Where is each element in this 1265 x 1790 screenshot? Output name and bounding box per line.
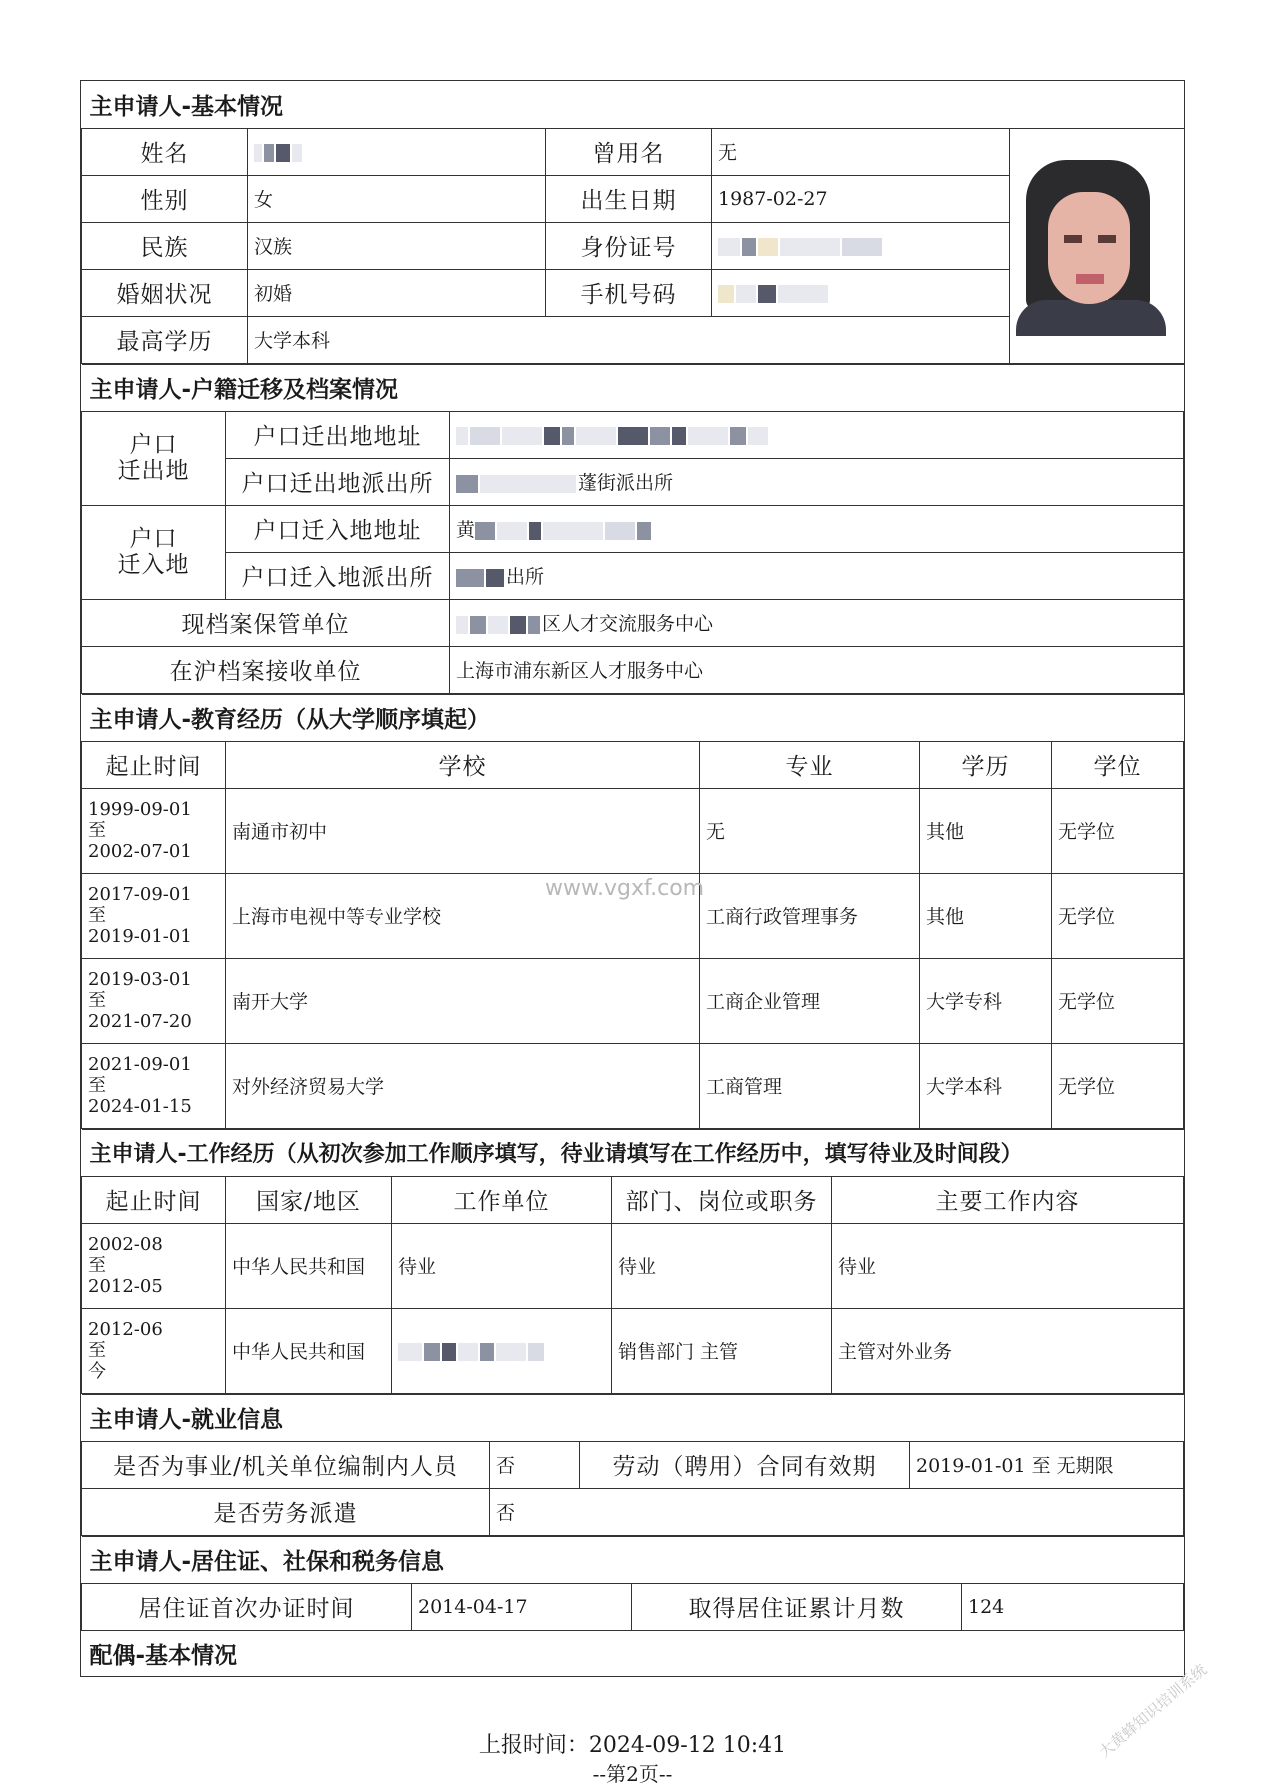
ethnicity-label: 民族 xyxy=(82,222,248,269)
phone-value-redacted xyxy=(712,269,1010,316)
hukou-in-group-label: 户口 迁入地 xyxy=(82,505,226,599)
hukou-in-address-value: 黄 xyxy=(450,505,1184,552)
work-period: 2012-06 至 今 xyxy=(82,1308,226,1393)
phone-label: 手机号码 xyxy=(546,269,712,316)
edu-level: 大学本科 xyxy=(920,1043,1052,1128)
work-dept: 待业 xyxy=(612,1223,832,1308)
work-content: 待业 xyxy=(832,1223,1184,1308)
work-header-employer: 工作单位 xyxy=(392,1176,612,1223)
gender-value: 女 xyxy=(248,175,546,222)
work-period: 2002-08 至 2012-05 xyxy=(82,1223,226,1308)
sh-archive-value: 上海市浦东新区人才服务中心 xyxy=(450,646,1184,693)
marital-label: 婚姻状况 xyxy=(82,269,248,316)
birth-label: 出生日期 xyxy=(546,175,712,222)
former-name-label: 曾用名 xyxy=(546,128,712,175)
work-table xyxy=(81,1129,1184,1394)
education-value: 大学本科 xyxy=(248,316,1010,363)
name-value xyxy=(248,128,546,175)
table-row xyxy=(82,1223,1184,1308)
edu-school: 南通市初中 xyxy=(226,788,700,873)
section-title-spouse: 配偶-基本情况 xyxy=(89,1642,238,1669)
staff-label: 是否为事业/机关单位编制内人员 xyxy=(82,1441,490,1488)
id-value-redacted xyxy=(712,222,1010,269)
staff-value: 否 xyxy=(490,1441,580,1488)
table-row xyxy=(82,958,1184,1043)
hukou-in-address-label: 户口迁入地地址 xyxy=(226,505,450,552)
edu-header-degree: 学位 xyxy=(1052,741,1184,788)
archive-label: 现档案保管单位 xyxy=(82,599,450,646)
edu-header-major: 专业 xyxy=(700,741,920,788)
edu-major: 工商管理 xyxy=(700,1043,920,1128)
work-country: 中华人民共和国 xyxy=(226,1223,392,1308)
edu-degree: 无学位 xyxy=(1052,788,1184,873)
sh-archive-label: 在沪档案接收单位 xyxy=(82,646,450,693)
id-label: 身份证号 xyxy=(546,222,712,269)
edu-header-school: 学校 xyxy=(226,741,700,788)
dispatch-label: 是否劳务派遣 xyxy=(82,1488,490,1535)
archive-value: 区人才交流服务中心 xyxy=(450,599,1184,646)
residence-table xyxy=(81,1536,1184,1677)
applicant-photo xyxy=(1012,140,1172,336)
edu-header-level: 学历 xyxy=(920,741,1052,788)
hukou-in-police-value: 出所 xyxy=(450,552,1184,599)
work-header-period: 起止时间 xyxy=(82,1176,226,1223)
edu-degree: 无学位 xyxy=(1052,958,1184,1043)
section-title-hukou: 主申请人-户籍迁移及档案情况 xyxy=(82,364,1184,411)
birth-value: 1987-02-27 xyxy=(712,175,1010,222)
edu-level: 其他 xyxy=(920,788,1052,873)
section-title-employment: 主申请人-就业信息 xyxy=(82,1394,1184,1441)
corner-watermark: 大黄蜂知识培训系统 xyxy=(1095,1660,1211,1762)
section-title-residence: 主申请人-居住证、社保和税务信息 xyxy=(82,1536,1184,1583)
hukou-out-police-value: 蓬街派出所 xyxy=(450,458,1184,505)
work-header-content: 主要工作内容 xyxy=(832,1176,1184,1223)
work-dept: 销售部门 主管 xyxy=(612,1308,832,1393)
work-header-dept: 部门、岗位或职务 xyxy=(612,1176,832,1223)
page-number: --第2页-- xyxy=(592,1762,673,1786)
hukou-out-address-redacted xyxy=(450,411,1184,458)
edu-period: 2021-09-01 至 2024-01-15 xyxy=(82,1043,226,1128)
edu-school: 南开大学 xyxy=(226,958,700,1043)
edu-degree: 无学位 xyxy=(1052,1043,1184,1128)
residence-months-value: 124 xyxy=(962,1583,1184,1630)
work-header-country: 国家/地区 xyxy=(226,1176,392,1223)
table-row xyxy=(82,1043,1184,1128)
edu-major: 工商行政管理事务 xyxy=(700,873,920,958)
residence-first-value: 2014-04-17 xyxy=(412,1583,632,1630)
table-row xyxy=(82,1308,1184,1393)
edu-period: 2017-09-01 至 2019-01-01 xyxy=(82,873,226,958)
hukou-table xyxy=(81,364,1184,694)
contract-label: 劳动（聘用）合同有效期 xyxy=(580,1441,910,1488)
hukou-out-police-label: 户口迁出地派出所 xyxy=(226,458,450,505)
watermark-text: www.vgxf.com xyxy=(545,876,705,901)
edu-level: 其他 xyxy=(920,873,1052,958)
hukou-out-address-label: 户口迁出地地址 xyxy=(226,411,450,458)
ethnicity-value: 汉族 xyxy=(248,222,546,269)
table-row xyxy=(82,788,1184,873)
gender-label: 性别 xyxy=(82,175,248,222)
work-employer-redacted xyxy=(392,1308,612,1393)
education-label: 最高学历 xyxy=(82,316,248,363)
education-table xyxy=(81,694,1184,1129)
report-time: 上报时间：2024-09-12 10:41 xyxy=(478,1733,787,1758)
edu-level: 大学专科 xyxy=(920,958,1052,1043)
edu-degree: 无学位 xyxy=(1052,873,1184,958)
section-title-basic: 主申请人-基本情况 xyxy=(82,81,1184,128)
section-title-work: 主申请人-工作经历（从初次参加工作顺序填写，待业请填写在工作经历中，填写待业及时间段） xyxy=(82,1129,1184,1176)
residence-months-label: 取得居住证累计月数 xyxy=(632,1583,962,1630)
edu-major: 无 xyxy=(700,788,920,873)
section-title-education: 主申请人-教育经历（从大学顺序填起） xyxy=(82,694,1184,741)
edu-major: 工商企业管理 xyxy=(700,958,920,1043)
work-content: 主管对外业务 xyxy=(832,1308,1184,1393)
marital-value: 初婚 xyxy=(248,269,546,316)
edu-school: 上海市电视中等专业学校 xyxy=(226,873,700,958)
edu-school: 对外经济贸易大学 xyxy=(226,1043,700,1128)
edu-period: 1999-09-01 至 2002-07-01 xyxy=(82,788,226,873)
work-employer: 待业 xyxy=(392,1223,612,1308)
work-country: 中华人民共和国 xyxy=(226,1308,392,1393)
former-name-value: 无 xyxy=(712,128,1010,175)
residence-first-label: 居住证首次办证时间 xyxy=(82,1583,412,1630)
employment-table xyxy=(81,1394,1184,1536)
edu-period: 2019-03-01 至 2021-07-20 xyxy=(82,958,226,1043)
contract-value: 2019-01-01 至 无期限 xyxy=(910,1441,1184,1488)
hukou-out-group-label: 户口 迁出地 xyxy=(82,411,226,505)
dispatch-value: 否 xyxy=(490,1488,1184,1535)
hukou-in-police-label: 户口迁入地派出所 xyxy=(226,552,450,599)
name-label: 姓名 xyxy=(82,128,248,175)
edu-header-period: 起止时间 xyxy=(82,741,226,788)
